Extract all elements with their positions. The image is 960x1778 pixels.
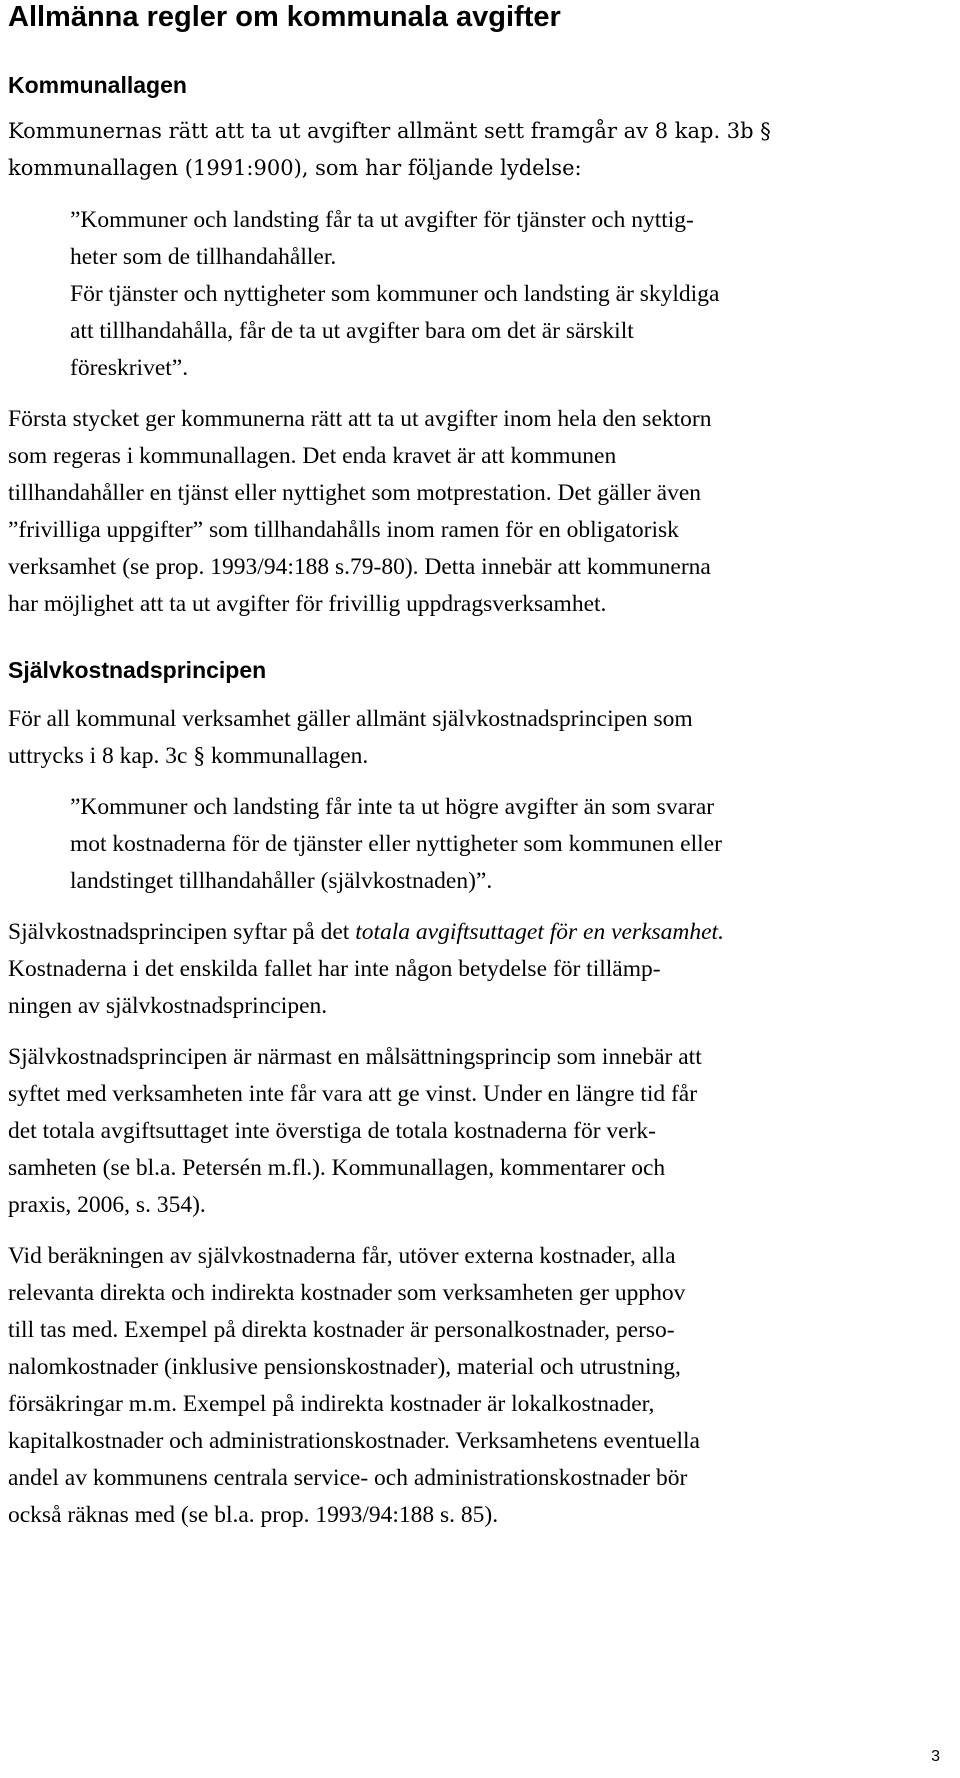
paragraph-malsattningsprincip: Självkostnadsprincipen är närmast en målsättningsprincip som innebär att syftet med verksamheten inte får vara att ge vinst. Under en längre tid får det totala avgiftsuttaget inte överstiga de totala kostnaderna för verk- samheten (se bl.a. Petersén m.fl.). Kommunallagen, kommentarer och praxis, 2006, s. 354). [8, 1044, 702, 1218]
paragraph-forsta-stycket: Första stycket ger kommunerna rätt att ta ut avgifter inom hela den sektorn som regeras i kommunallagen. Det enda kravet är att kommunen tillhandahåller en tjänst eller nyttighet som motprestation. Det gäller även ”frivilliga uppgifter” som tillhandahålls inom ramen för en obligatorisk verksamhet (se prop. 1993/94:188 s.79-80). Detta innebär att kommunerna har möjlighet att ta ut avgifter för frivillig uppdragsverksamhet. [8, 406, 712, 617]
section-heading-sjalvkostnadsprincipen: Självkostnadsprincipen [8, 657, 267, 683]
section-heading-kommunallagen: Kommunallagen [8, 72, 187, 98]
law-quote-3b: ”Kommuner och landsting får ta ut avgifter för tjänster och nyttig- heter som de tillhandahåller. För tjänster och nyttigheter som kommuner och landsting är skyldiga att tillhandahålla, får de ta ut avgifter bara om det är särskilt föreskrivet”. [70, 207, 720, 381]
paragraph-intro-sjalvkostnad: För all kommunal verksamhet gäller allmänt självkostnadsprincipen som uttrycks i 8 kap. 3c § kommunallagen. [8, 706, 693, 769]
paragraph-berakningen: Vid beräkningen av självkostnaderna får, utöver externa kostnader, alla relevanta direkta och indirekta kostnader som verksamheten ger upphov till tas med. Exempel på direkta kostnader är personalkostnader, perso- nalomkostnader (inklusive pensionskostnader), material och utrustning, försäkringar m.m. Exempel på indirekta kostnader är lokalkostnader, kapitalkostnader och administrationskostnader. Verksamhetens eventuella andel av kommunens centrala service- och administrationskostnader bör också räknas med (se bl.a. prop. 1993/94:188 s. 85). [8, 1243, 700, 1528]
page-number: 3 [931, 1748, 940, 1765]
law-quote-3c: ”Kommuner och landsting får inte ta ut högre avgifter än som svarar mot kostnaderna för de tjänster eller nyttigheter som kommunen eller landstinget tillhandahåller (självkostnaden)”. [70, 794, 722, 894]
page-title: Allmänna regler om kommunala avgifter [8, 1, 561, 33]
paragraph-intro-kommunallagen: Kommunernas rätt att ta ut avgifter allmänt sett framgår av 8 kap. 3b § kommunallagen (1991:900), som har följande lydelse: [8, 119, 771, 180]
paragraph-syftar-rest: Kostnaderna i det enskilda fallet har inte någon betydelse för tillämp- ningen av självkostnadsprincipen. [8, 956, 661, 1019]
document-page [8, 0, 948, 1534]
emphasis-totala-avgiftsuttaget: totala avgiftsuttaget för en verksamhet. [355, 919, 724, 945]
paragraph-syftar [8, 914, 948, 1025]
paragraph-syftar-lead: Självkostnadsprincipen syftar på det [8, 919, 356, 945]
